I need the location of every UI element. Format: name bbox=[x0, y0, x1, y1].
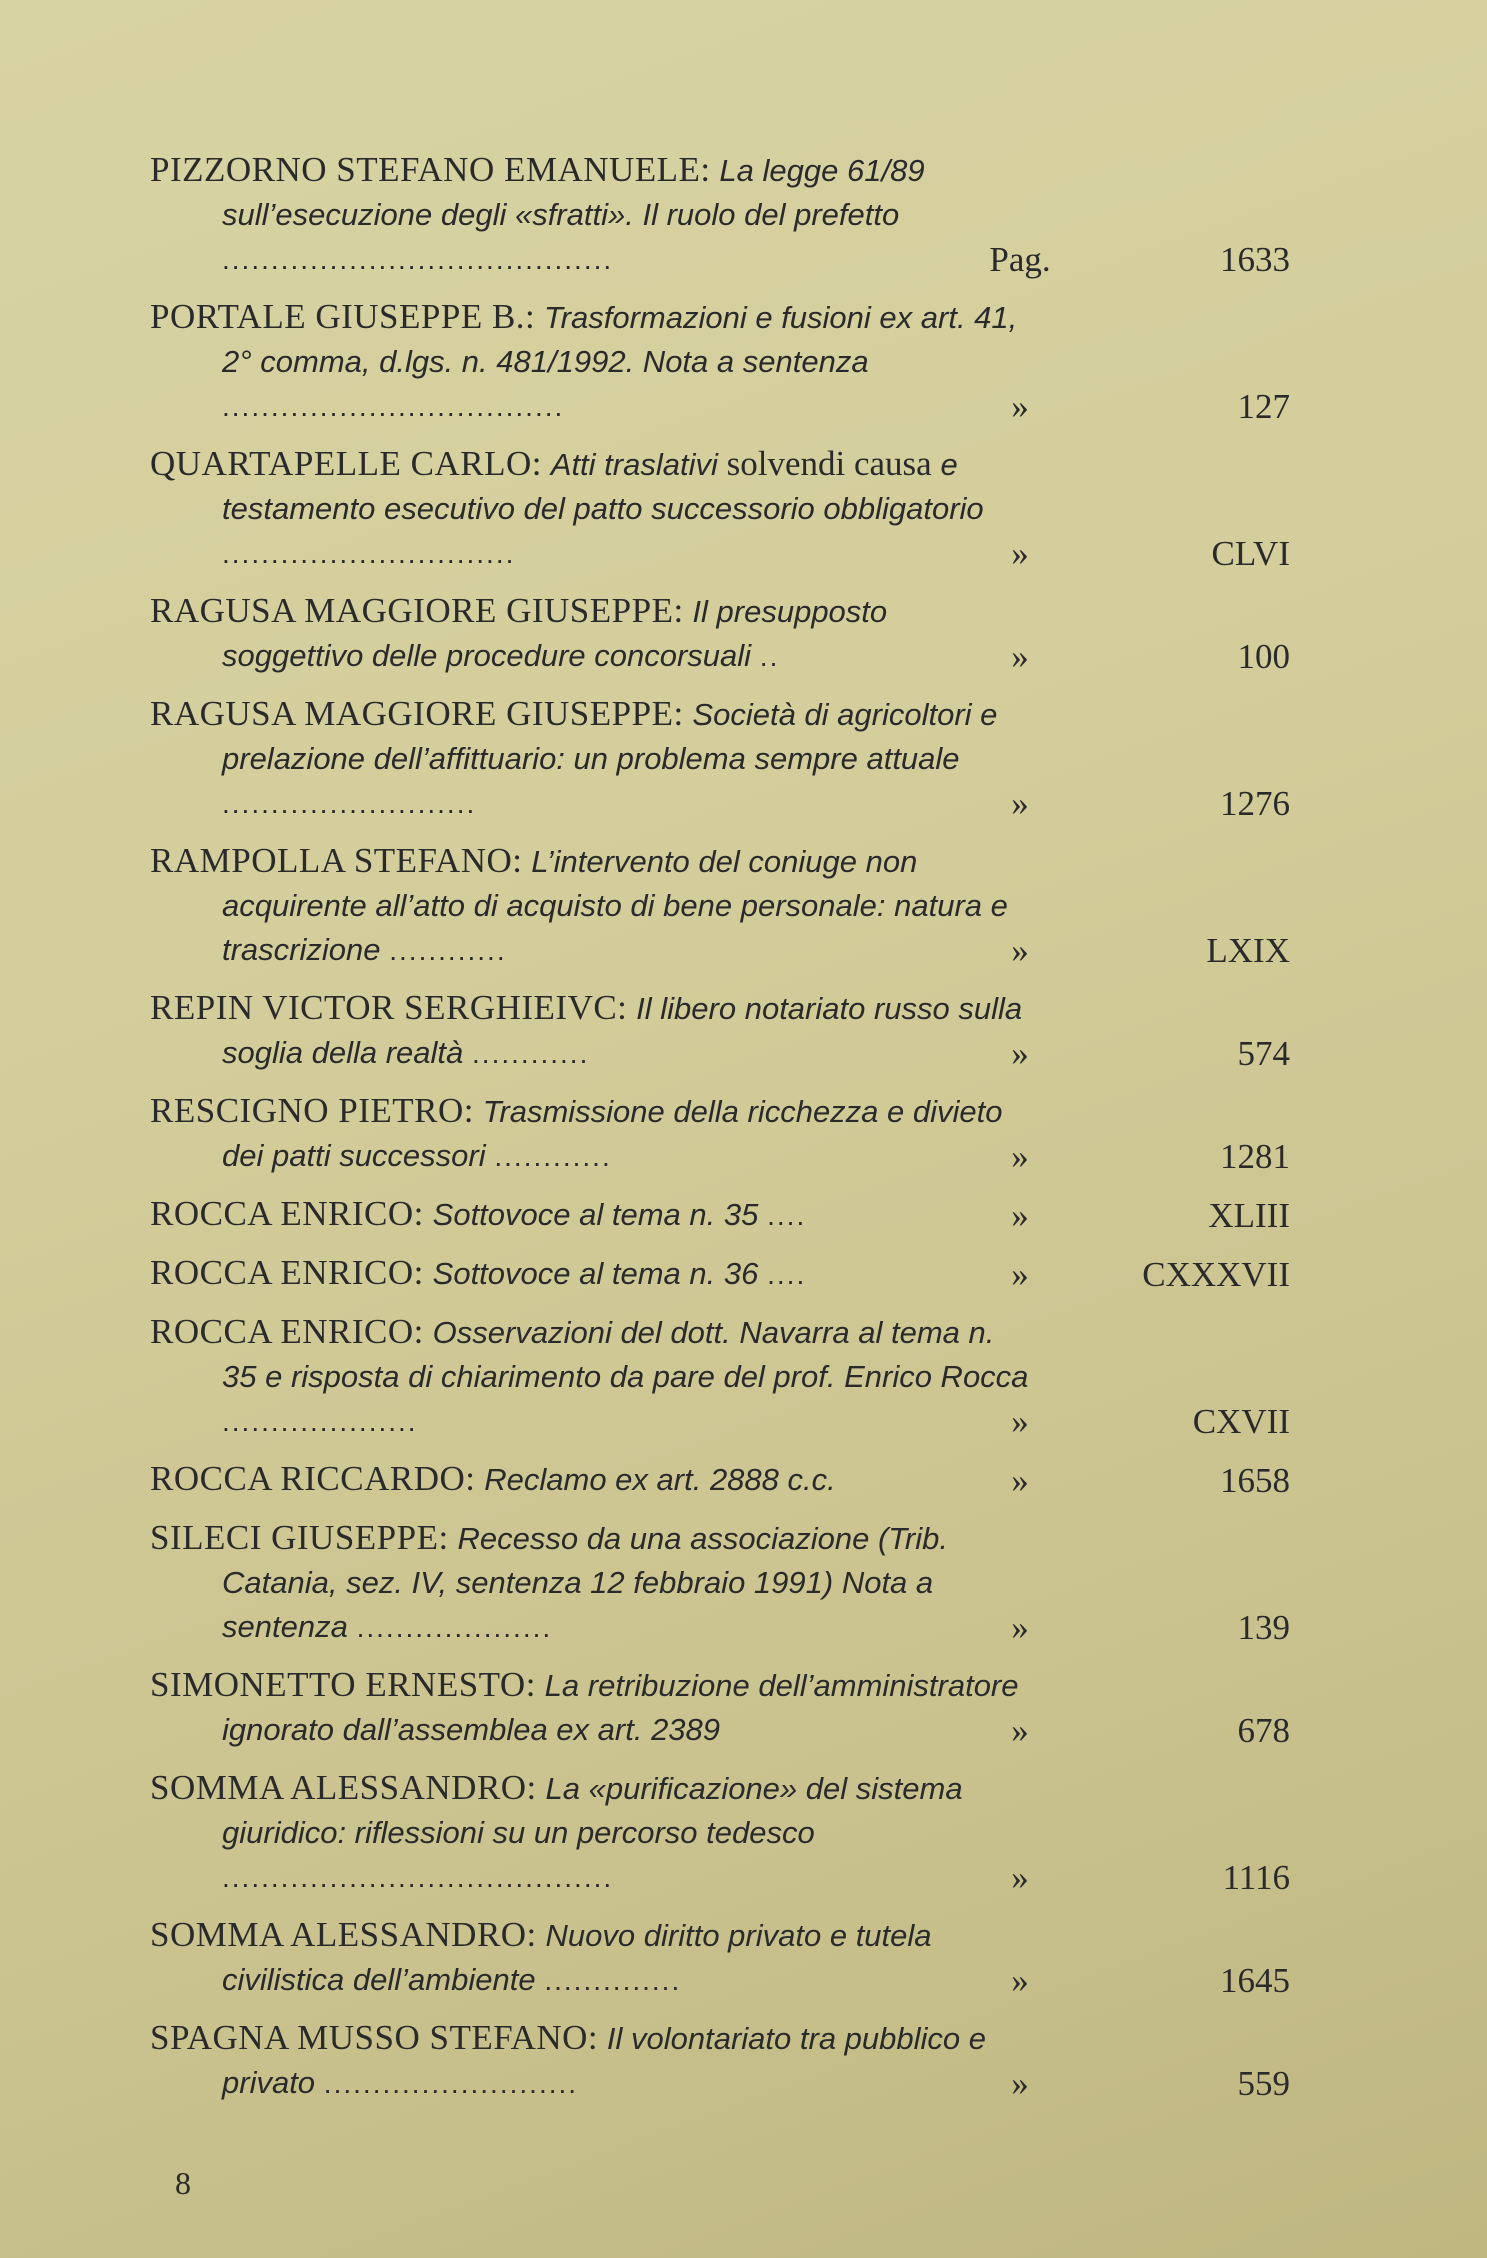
entry-page-number: 100 bbox=[1237, 637, 1290, 676]
entry-page-number: XLIII bbox=[1208, 1196, 1290, 1235]
entry-page-number: CXVII bbox=[1192, 1402, 1290, 1441]
index-entry bbox=[150, 1516, 1350, 1649]
entry-author: SILECI GIUSEPPE: bbox=[150, 1518, 449, 1557]
entry-text bbox=[150, 1310, 1032, 1443]
entry-title: Recesso da una associazione (Trib. Catania, sez. IV, sentenza 12 febbraio 1991) Nota a sentenza bbox=[222, 1521, 948, 1644]
index-entry bbox=[150, 1089, 1350, 1178]
leader-dots: .................... bbox=[356, 1612, 553, 1643]
entry-title: Trasmissione della ricchezza e divieto dei patti successori bbox=[222, 1094, 1003, 1173]
entry-author: RAGUSA MAGGIORE GIUSEPPE: bbox=[150, 591, 684, 630]
entry-page-number: 1633 bbox=[1220, 240, 1290, 279]
index-entry bbox=[150, 1251, 1350, 1296]
entry-author: ROCCA RICCARDO: bbox=[150, 1459, 476, 1498]
pag-marker: » bbox=[1011, 2064, 1029, 2103]
entry-title-roman: solvendi causa bbox=[717, 444, 941, 483]
entry-title: Trasformazioni e fusioni ex art. 41, 2° comma, d.lgs. n. 481/1992. Nota a sentenza bbox=[222, 300, 1018, 379]
index-entry bbox=[150, 1310, 1350, 1443]
pag-marker: » bbox=[1011, 1608, 1029, 1647]
leader-dots: ........................................ bbox=[222, 244, 614, 275]
entry-author: SPAGNA MUSSO STEFANO: bbox=[150, 2018, 599, 2057]
leader-dots: .................... bbox=[222, 1406, 418, 1437]
entry-text bbox=[150, 839, 1032, 972]
leader-dots: .............................. bbox=[222, 538, 516, 569]
pag-marker: » bbox=[1011, 534, 1029, 573]
index-page bbox=[150, 148, 1350, 2119]
entry-text bbox=[150, 442, 1032, 575]
entry-text bbox=[150, 1089, 1032, 1178]
leader-dots: .... bbox=[767, 1259, 807, 1290]
pag-marker: » bbox=[1011, 1137, 1029, 1176]
entry-title: Il volontariato tra pubblico e privato bbox=[222, 2021, 987, 2100]
leader-dots: ............ bbox=[494, 1141, 612, 1172]
index-entry bbox=[150, 1192, 1350, 1237]
pag-marker: » bbox=[1011, 1255, 1029, 1294]
leader-dots: ............ bbox=[472, 1038, 590, 1069]
entry-title: La legge 61/89 sull’esecuzione degli «sfratti». Il ruolo del prefetto bbox=[222, 153, 925, 232]
entry-title: Il presupposto soggettivo delle procedure concorsuali bbox=[222, 594, 888, 673]
entry-page-number: 1116 bbox=[1222, 1858, 1290, 1897]
entry-author: QUARTAPELLE CARLO: bbox=[150, 444, 543, 483]
pag-marker: » bbox=[1011, 1034, 1029, 1073]
entry-text bbox=[150, 1251, 1032, 1296]
pag-marker: » bbox=[1011, 387, 1029, 426]
entry-page-number: 1281 bbox=[1220, 1137, 1290, 1176]
entry-text bbox=[150, 1192, 1032, 1237]
entry-author: SOMMA ALESSANDRO: bbox=[150, 1768, 537, 1807]
entry-author: ROCCA ENRICO: bbox=[150, 1194, 424, 1233]
leader-dots: .............. bbox=[544, 1965, 682, 1996]
entry-page-number: 1658 bbox=[1220, 1461, 1290, 1500]
pag-marker: Pag. bbox=[989, 240, 1051, 279]
pag-marker: » bbox=[1011, 1461, 1029, 1500]
index-entry bbox=[150, 442, 1350, 575]
index-entry bbox=[150, 1766, 1350, 1899]
index-entry bbox=[150, 295, 1350, 428]
entry-page-number: 1645 bbox=[1220, 1961, 1290, 2000]
leader-dots: ................................... bbox=[222, 391, 565, 422]
pag-marker: » bbox=[1011, 1961, 1029, 2000]
entry-author: SIMONETTO ERNESTO: bbox=[150, 1665, 536, 1704]
leader-dots: .. bbox=[759, 641, 780, 672]
entry-title: Sottovoce al tema n. 35 bbox=[432, 1197, 759, 1232]
entry-title: Atti traslativi bbox=[550, 447, 718, 482]
pag-marker: » bbox=[1011, 931, 1029, 970]
entry-text bbox=[150, 148, 1032, 281]
index-entry bbox=[150, 1663, 1350, 1752]
entry-author: SOMMA ALESSANDRO: bbox=[150, 1915, 537, 1954]
entry-title: Sottovoce al tema n. 36 bbox=[432, 1256, 759, 1291]
entry-page-number: 559 bbox=[1237, 2064, 1290, 2103]
leader-dots: ............ bbox=[389, 935, 507, 966]
index-entry bbox=[150, 692, 1350, 825]
entry-text bbox=[150, 1457, 1032, 1502]
entry-title: L’intervento del coniuge non acquirente all’atto di acquisto di bene personale: natura e trascrizione bbox=[222, 844, 1008, 967]
pag-marker: » bbox=[1011, 784, 1029, 823]
entry-title: Il libero notariato russo sulla soglia della realtà bbox=[222, 991, 1023, 1070]
entry-page-number: 1276 bbox=[1220, 784, 1290, 823]
page-folio: 8 bbox=[175, 2165, 191, 2201]
entry-text bbox=[150, 1913, 1032, 2002]
entry-page-number: CLVI bbox=[1211, 534, 1290, 573]
index-entry bbox=[150, 1913, 1350, 2002]
entry-title: Reclamo ex art. 2888 c.c. bbox=[484, 1462, 836, 1497]
index-entry bbox=[150, 1457, 1350, 1502]
pag-marker: » bbox=[1011, 1196, 1029, 1235]
entry-text bbox=[150, 2016, 1032, 2105]
entry-author: ROCCA ENRICO: bbox=[150, 1312, 424, 1351]
pag-marker: » bbox=[1011, 1402, 1029, 1441]
pag-marker: » bbox=[1011, 1858, 1029, 1897]
entry-author: PIZZORNO STEFANO EMANUELE: bbox=[150, 150, 711, 189]
entry-author: REPIN VICTOR SERGHIEIVC: bbox=[150, 988, 628, 1027]
entry-page-number: 678 bbox=[1237, 1711, 1290, 1750]
entry-author: RAGUSA MAGGIORE GIUSEPPE: bbox=[150, 694, 684, 733]
entry-page-number: 139 bbox=[1237, 1608, 1290, 1647]
leader-dots: ........................................ bbox=[222, 1862, 614, 1893]
entry-author: RAMPOLLA STEFANO: bbox=[150, 841, 523, 880]
entry-text bbox=[150, 589, 1032, 678]
entry-text bbox=[150, 1663, 1032, 1752]
entry-title-cont: e testamento esecutivo del patto successorio obbligatorio bbox=[222, 447, 984, 526]
entry-text bbox=[150, 1516, 1032, 1649]
pag-marker: » bbox=[1011, 637, 1029, 676]
leader-dots: .......................... bbox=[323, 2068, 579, 2099]
leader-dots: .......................... bbox=[222, 788, 477, 819]
index-entry bbox=[150, 589, 1350, 678]
entry-page-number: 127 bbox=[1237, 387, 1290, 426]
entry-text bbox=[150, 986, 1032, 1075]
entry-page-number: 574 bbox=[1237, 1034, 1290, 1073]
index-entry bbox=[150, 839, 1350, 972]
entry-title: Nuovo diritto privato e tutela civilistica dell’ambiente bbox=[222, 1918, 932, 1997]
entry-text bbox=[150, 1766, 1032, 1899]
entry-title: Società di agricoltori e prelazione dell’affittuario: un problema sempre attuale bbox=[222, 697, 998, 776]
entry-title: La retribuzione dell’amministratore ignorato dall’assemblea ex art. 2389 bbox=[222, 1668, 1019, 1747]
entry-title: Osservazioni del dott. Navarra al tema n. 35 e risposta di chiarimento da pare del prof. Enrico Rocca bbox=[222, 1315, 1029, 1394]
leader-dots: .... bbox=[767, 1200, 807, 1231]
entry-author: PORTALE GIUSEPPE B.: bbox=[150, 297, 536, 336]
index-entry bbox=[150, 986, 1350, 1075]
index-entry bbox=[150, 2016, 1350, 2105]
index-entry bbox=[150, 148, 1350, 281]
entry-title: La «purificazione» del sistema giuridico: riflessioni su un percorso tedesco bbox=[222, 1771, 963, 1850]
entry-text bbox=[150, 295, 1032, 428]
entry-author: RESCIGNO PIETRO: bbox=[150, 1091, 474, 1130]
entry-text bbox=[150, 692, 1032, 825]
pag-marker: » bbox=[1011, 1711, 1029, 1750]
entry-author: ROCCA ENRICO: bbox=[150, 1253, 424, 1292]
entry-page-number: CXXXVII bbox=[1142, 1255, 1290, 1294]
entry-page-number: LXIX bbox=[1206, 931, 1290, 970]
